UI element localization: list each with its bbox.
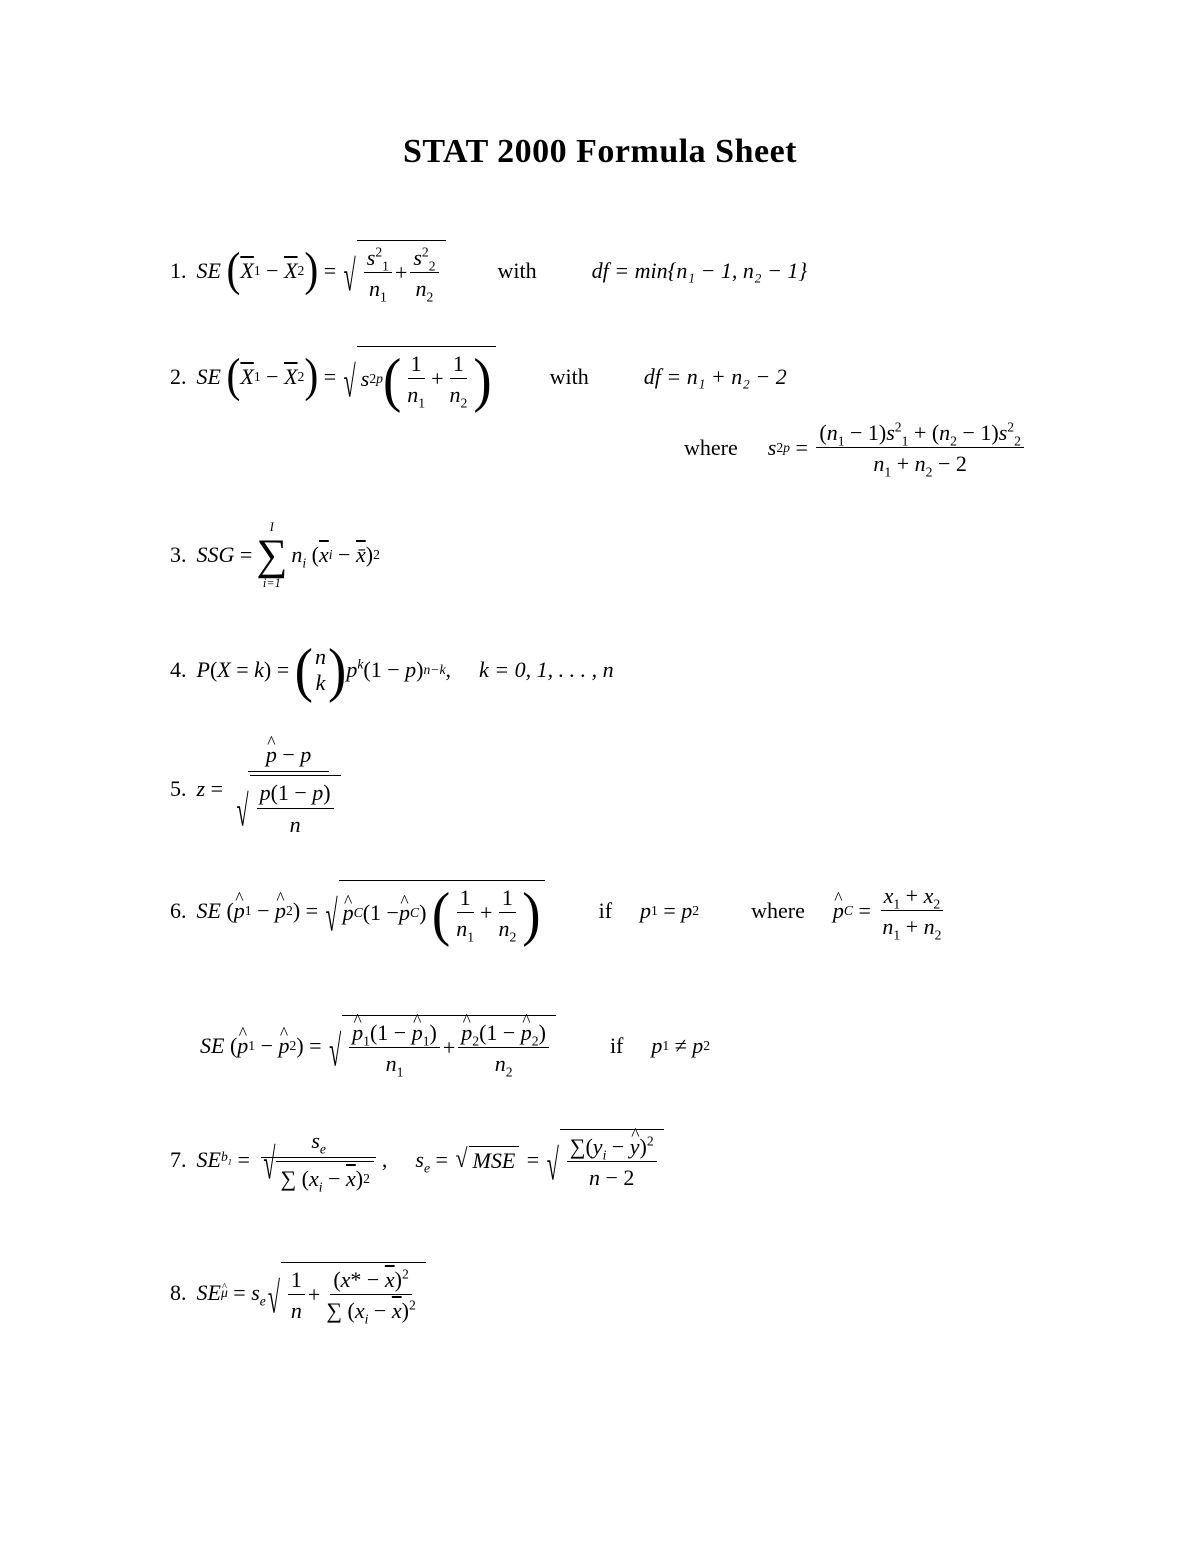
formula-2: 2. SE ( $\overline{X}$ 1 − $\overline{X}$ 2 ) = √ s 2 p ( $\frac{1}{n_1}$ + $\frac{1}{n_2}$ ) with df = n₁ + n₂ − 2 [170,345,787,413]
formula-6: 6. SE ( ^ p 1 − ^ p 2 ) = √ ^ p C (1 − ^ p C ) ( $\frac{1}{n_1}$ + $\frac{1}{n_2}$ ) if p 1 = p 2 where ^ p C = $\frac{x_1 + x_2}{n_1 + n_2}$ [170,880,947,942]
formula-1: 1. SE ( $\overline{X}$ 1 − $\overline{X}$ 2 ) = √ $\frac{s^2_1}{n_1}$ + $\frac{s^2_2}{n_2}$ with df = min{n₁ − 1, n₂ − 1} [170,240,807,302]
df-condition: df = min{n₁ − 1, n₂ − 1} [591,257,808,283]
formula-number: 6. [170,897,187,923]
df-condition: df = n₁ + n₂ − 2 [643,363,787,389]
formula-number: 8. [170,1279,187,1305]
formula-number: 7. [170,1146,187,1172]
formula-number: 3. [170,542,187,568]
formula-7: 7. SE $b_1$ = $s_e$ √ ∑ ( $x_i$ − $\overline{x}$ ) 2 , $s_e$ = √ MSE = √ $\frac{\sum(y_i - \^{} y)^2}{n - 2}$ [170,1128,666,1192]
formula-4: 4. P ( X = k ) = ( n k ) $p^k$ (1 − p ) n−k , k = 0, 1, . . . , n [170,635,614,704]
formula-5: 5. z = ^ p − p √ $\frac{p(1 - p)}{n}$ [170,742,349,837]
formula-8: 8. SE μ = $s_e$ √ $\frac{1}{n}$ + $\frac{(x* - \overline{x})^2}{\sum (x_i - \overline{x})^2}$ [170,1262,428,1324]
formula-3: 3. SSG = I ∑ i=1 $n_i$ ( $\overline{x}$ i − x̄ ) 2 [170,520,380,591]
formula-number: 1. [170,257,187,283]
where-label: where [684,435,738,461]
if-label: if [609,1032,624,1058]
connector-with: with [549,363,589,389]
formula-number: 5. [170,776,187,802]
formula-number: 4. [170,656,187,682]
where-label: where [751,897,805,923]
pooled-variance: where s 2 p = $\frac{(n_1 - 1)s^2_1 + (n_2 - 1)s^2_2}{n_1 + n_2 - 2}$ [684,420,1027,477]
if-label: if [598,897,613,923]
formula-number: 2. [170,363,187,389]
page-title: STAT 2000 Formula Sheet [402,133,798,170]
k-range: k = 0, 1, . . . , n [479,656,614,682]
connector-with: with [497,257,537,283]
formula-6b: SE ( ^ p 1 − ^ p 2 ) = √ ^ $\frac{p_1(1 - \^{} p_1)}{n_1}$ + ^ $\frac{p_2(1 - \^{} p_2)}{n_2}$ if p 1 ≠ p 2 [200,1015,710,1077]
